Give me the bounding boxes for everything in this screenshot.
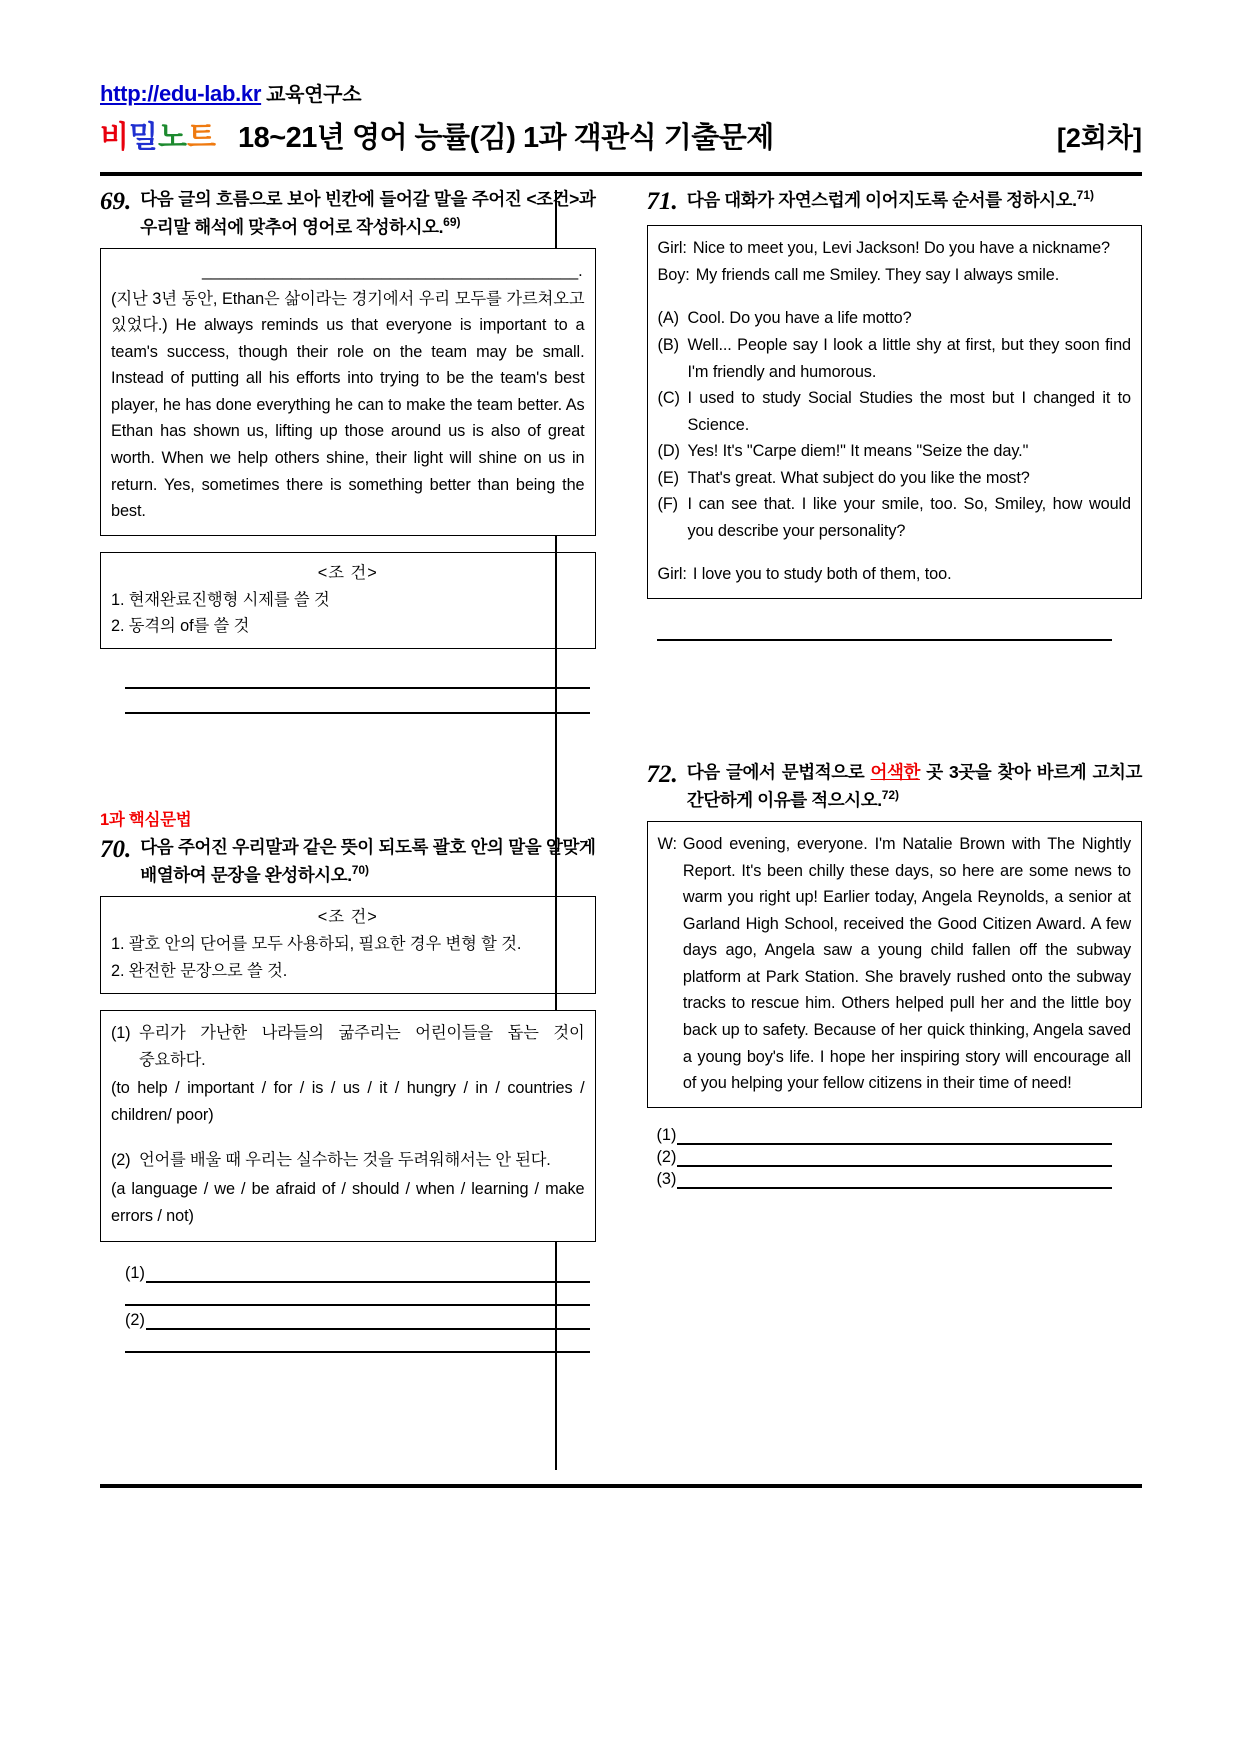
question-70-condition-title: <조 건> <box>317 908 378 927</box>
spacer <box>658 544 1132 561</box>
question-70-condition-box <box>100 896 596 994</box>
question-69 <box>100 186 596 714</box>
footer-divider-bottom <box>100 1484 1142 1488</box>
section-tag-grammar: 1과 핵심문법 <box>100 811 192 830</box>
logo-char-3: 노 <box>157 121 187 154</box>
spacer <box>658 288 1132 305</box>
choice-tag: (E) <box>657 468 679 487</box>
page-title: 18~21년 영어 능률(김) 1과 객관식 기출문제 <box>237 122 774 154</box>
arrangement-item <box>111 1147 585 1229</box>
brand-logo <box>100 112 216 156</box>
logo-char-4: 트 <box>186 121 216 154</box>
question-69-passage-text: (지난 3년 동안, Ethan은 삶이라는 경기에서 우리 모두를 가르쳐오고 있었다.) He always reminds us that everyone is important to a team's success, though their role on the team may be small. Instead of putting all his efforts into trying to be the team's best player, he has done everything he can to make the team better. As Ethan has shown us, lifting up those around us is also of great worth. When we help others shine, their light will shine on us in return. Yes, sometimes there is something better than being the best. <box>111 289 585 521</box>
right-column <box>647 186 1143 1476</box>
choice-line <box>658 491 1132 544</box>
answer-line[interactable] <box>146 1269 590 1283</box>
question-70-condition-2: 2. 완전한 문장으로 쓸 것. <box>111 961 288 980</box>
choice-text: I can see that. I like your smile, too. So, Smiley, how would you describe your personality? <box>687 495 1131 540</box>
dialogue-line <box>658 262 1132 289</box>
dialogue-text: Nice to meet you, Levi Jackson! Do you have a nickname? <box>692 239 1110 258</box>
site-line <box>100 78 1142 107</box>
question-70-items-box <box>100 1010 596 1242</box>
question-70-answer-area[interactable] <box>100 1264 596 1353</box>
question-72-number: 72. <box>646 761 678 788</box>
arrangement-korean-text: 우리가 가난한 나라들의 굶주리는 어린이들을 돕는 것이 중요하다. <box>139 1024 585 1069</box>
question-71-answer-area[interactable] <box>647 621 1143 641</box>
question-69-condition-2: 2. 동격의 of를 쓸 것 <box>111 617 250 636</box>
page-header <box>100 78 1142 156</box>
choice-text: Cool. Do you have a life motto? <box>687 309 912 328</box>
answer-line[interactable] <box>125 1286 590 1306</box>
answer-row-label: (1) <box>125 1264 145 1283</box>
question-69-prompt-text: 다음 글의 흐름으로 보아 빈칸에 들어갈 말을 주어진 <조건>과 우리말 해석에 맞추어 영어로 작성하시오. <box>140 189 596 237</box>
dialogue-line <box>658 831 1132 1097</box>
left-column <box>100 186 596 1476</box>
logo-char-1: 비 <box>100 121 129 154</box>
answer-line[interactable] <box>125 1333 590 1353</box>
choice-line <box>658 465 1132 492</box>
answer-line[interactable] <box>657 621 1113 641</box>
round-badge: [2회차] <box>1056 123 1142 153</box>
answer-row[interactable] <box>125 1264 590 1283</box>
dialogue-text: My friends call me Smiley. They say I always smile. <box>695 265 1060 284</box>
arrangement-item <box>111 1020 585 1128</box>
choice-tag: (C) <box>657 389 680 408</box>
choice-line <box>658 385 1132 438</box>
choice-line <box>658 305 1132 332</box>
question-70-header <box>100 834 596 888</box>
question-72 <box>647 759 1143 1189</box>
question-70 <box>100 806 596 1353</box>
arrangement-word-bank: (a language / we / be afraid of / should / when / learning / make errors / not) <box>111 1180 585 1225</box>
dialogue-line <box>658 561 1132 588</box>
logo-char-2: 밀 <box>128 121 158 154</box>
answer-row[interactable] <box>657 1170 1113 1189</box>
question-69-answer-area[interactable] <box>100 669 596 714</box>
answer-line[interactable] <box>677 1131 1112 1145</box>
question-71-number: 71. <box>646 188 678 215</box>
question-72-prompt-post: 곳 3곳을 찾아 바르게 고치고 간단하게 이유를 적으시오. <box>686 762 1143 810</box>
two-column-body <box>100 186 1142 1476</box>
arrangement-word-bank: (to help / important / for / is / us / it / hungry / in / countries / children/ poor) <box>111 1079 585 1124</box>
arrangement-korean-row <box>111 1147 585 1174</box>
arrangement-korean-text: 언어를 배울 때 우리는 실수하는 것을 두려워해서는 안 된다. <box>139 1151 551 1170</box>
answer-line[interactable] <box>677 1175 1112 1189</box>
dialogue-speaker: W: <box>657 835 677 854</box>
arrangement-item-tag: (1) <box>111 1024 131 1043</box>
title-line <box>100 112 1142 156</box>
question-72-passage-box <box>647 821 1143 1108</box>
answer-row-label: (2) <box>125 1311 145 1330</box>
choice-tag: (D) <box>657 442 680 461</box>
question-71-footnote: 71) <box>1076 188 1094 202</box>
choice-line <box>658 438 1132 465</box>
answer-row[interactable] <box>657 1148 1113 1167</box>
answer-line[interactable] <box>146 1316 590 1330</box>
question-72-prompt-pre: 다음 글에서 문법적으로 <box>686 762 871 782</box>
question-70-footnote: 70) <box>351 863 370 877</box>
answer-row-label: (2) <box>656 1147 677 1166</box>
question-72-answer-area[interactable] <box>647 1126 1143 1189</box>
question-71-prompt <box>687 186 1142 213</box>
answer-row-label: (1) <box>656 1125 677 1144</box>
header-divider-top <box>100 172 1142 176</box>
dialogue-speaker: Girl: <box>657 565 687 584</box>
question-69-number: 69. <box>100 188 132 215</box>
question-69-blank-mark: __________________________________________. <box>201 262 583 281</box>
answer-line[interactable] <box>125 669 590 689</box>
choice-text: That's great. What subject do you like the most? <box>687 468 1030 487</box>
question-71 <box>647 186 1143 641</box>
answer-row-label: (3) <box>656 1169 677 1188</box>
title-left-group <box>100 112 774 156</box>
choice-tag: (A) <box>657 309 679 328</box>
question-69-passage-box <box>100 248 596 536</box>
question-72-prompt-highlight: 어색한 <box>870 762 920 782</box>
dialogue-line <box>658 235 1132 262</box>
question-70-number: 70. <box>100 836 132 864</box>
dialogue-speaker: Boy: <box>657 265 690 284</box>
question-69-header <box>100 186 596 240</box>
question-70-condition-1: 1. 괄호 안의 단어를 모두 사용하되, 필요한 경우 변형 할 것. <box>111 935 522 954</box>
choice-line <box>658 332 1132 385</box>
arrangement-item-tag: (2) <box>111 1151 131 1170</box>
question-69-prompt <box>140 186 595 240</box>
site-name-label: 교육연구소 <box>266 84 362 106</box>
dialogue-text: I love you to study both of them, too. <box>692 565 952 584</box>
question-72-passage-text: Good evening, everyone. I'm Natalie Brown with The Nightly Report. It's been chilly these days, so here are some news to warm you right up! Earlier today, Angela Reynolds, a senior at Garland High School, received the Good Citizen Award. A few days ago, Angela saw a young child fallen off the subway platform at Park Station. She bravely rushed onto the subway tracks to rescue him. Others helped pull her and the little boy back up to safety. Because of her quick thinking, Angela saved a young boy's life. I hope her inspiring story will encourage all of you helping your fellow citizens in their time of need! <box>682 835 1131 1093</box>
answer-line[interactable] <box>125 694 590 714</box>
question-71-dialogue-box <box>647 225 1143 599</box>
question-70-prompt-text: 다음 주어진 우리말과 같은 뜻이 되도록 괄호 안의 말을 알맞게 배열하여 문장을 완성하시오. <box>140 837 596 885</box>
spacer <box>111 1130 585 1147</box>
answer-row[interactable] <box>657 1126 1113 1145</box>
question-69-condition-title: <조 건> <box>317 563 378 582</box>
question-69-condition-1: 1. 현재완료진행형 시제를 쓸 것 <box>111 590 330 609</box>
choice-text: I used to study Social Studies the most but I changed it to Science. <box>687 389 1131 434</box>
question-72-header <box>647 759 1143 813</box>
answer-row[interactable] <box>125 1311 590 1330</box>
question-70-prompt <box>140 834 595 888</box>
site-url-link[interactable]: http://edu-lab.kr <box>100 81 262 106</box>
answer-line[interactable] <box>677 1153 1112 1167</box>
arrangement-korean-row <box>111 1020 585 1073</box>
choice-tag: (F) <box>657 495 678 514</box>
choice-tag: (B) <box>657 335 679 354</box>
question-71-header <box>647 186 1143 217</box>
dialogue-speaker: Girl: <box>657 239 687 258</box>
question-69-condition-box <box>100 552 596 650</box>
choice-text: Yes! It's "Carpe diem!" It means "Seize the day." <box>687 442 1029 461</box>
question-69-footnote: 69) <box>443 214 461 229</box>
question-71-prompt-text: 다음 대화가 자연스럽게 이어지도록 순서를 정하시오. <box>686 189 1077 210</box>
question-72-footnote: 72) <box>881 787 900 802</box>
choice-text: Well... People say I look a little shy at first, but they soon find I'm friendly and humorous. <box>687 335 1131 381</box>
question-72-prompt <box>687 759 1142 813</box>
